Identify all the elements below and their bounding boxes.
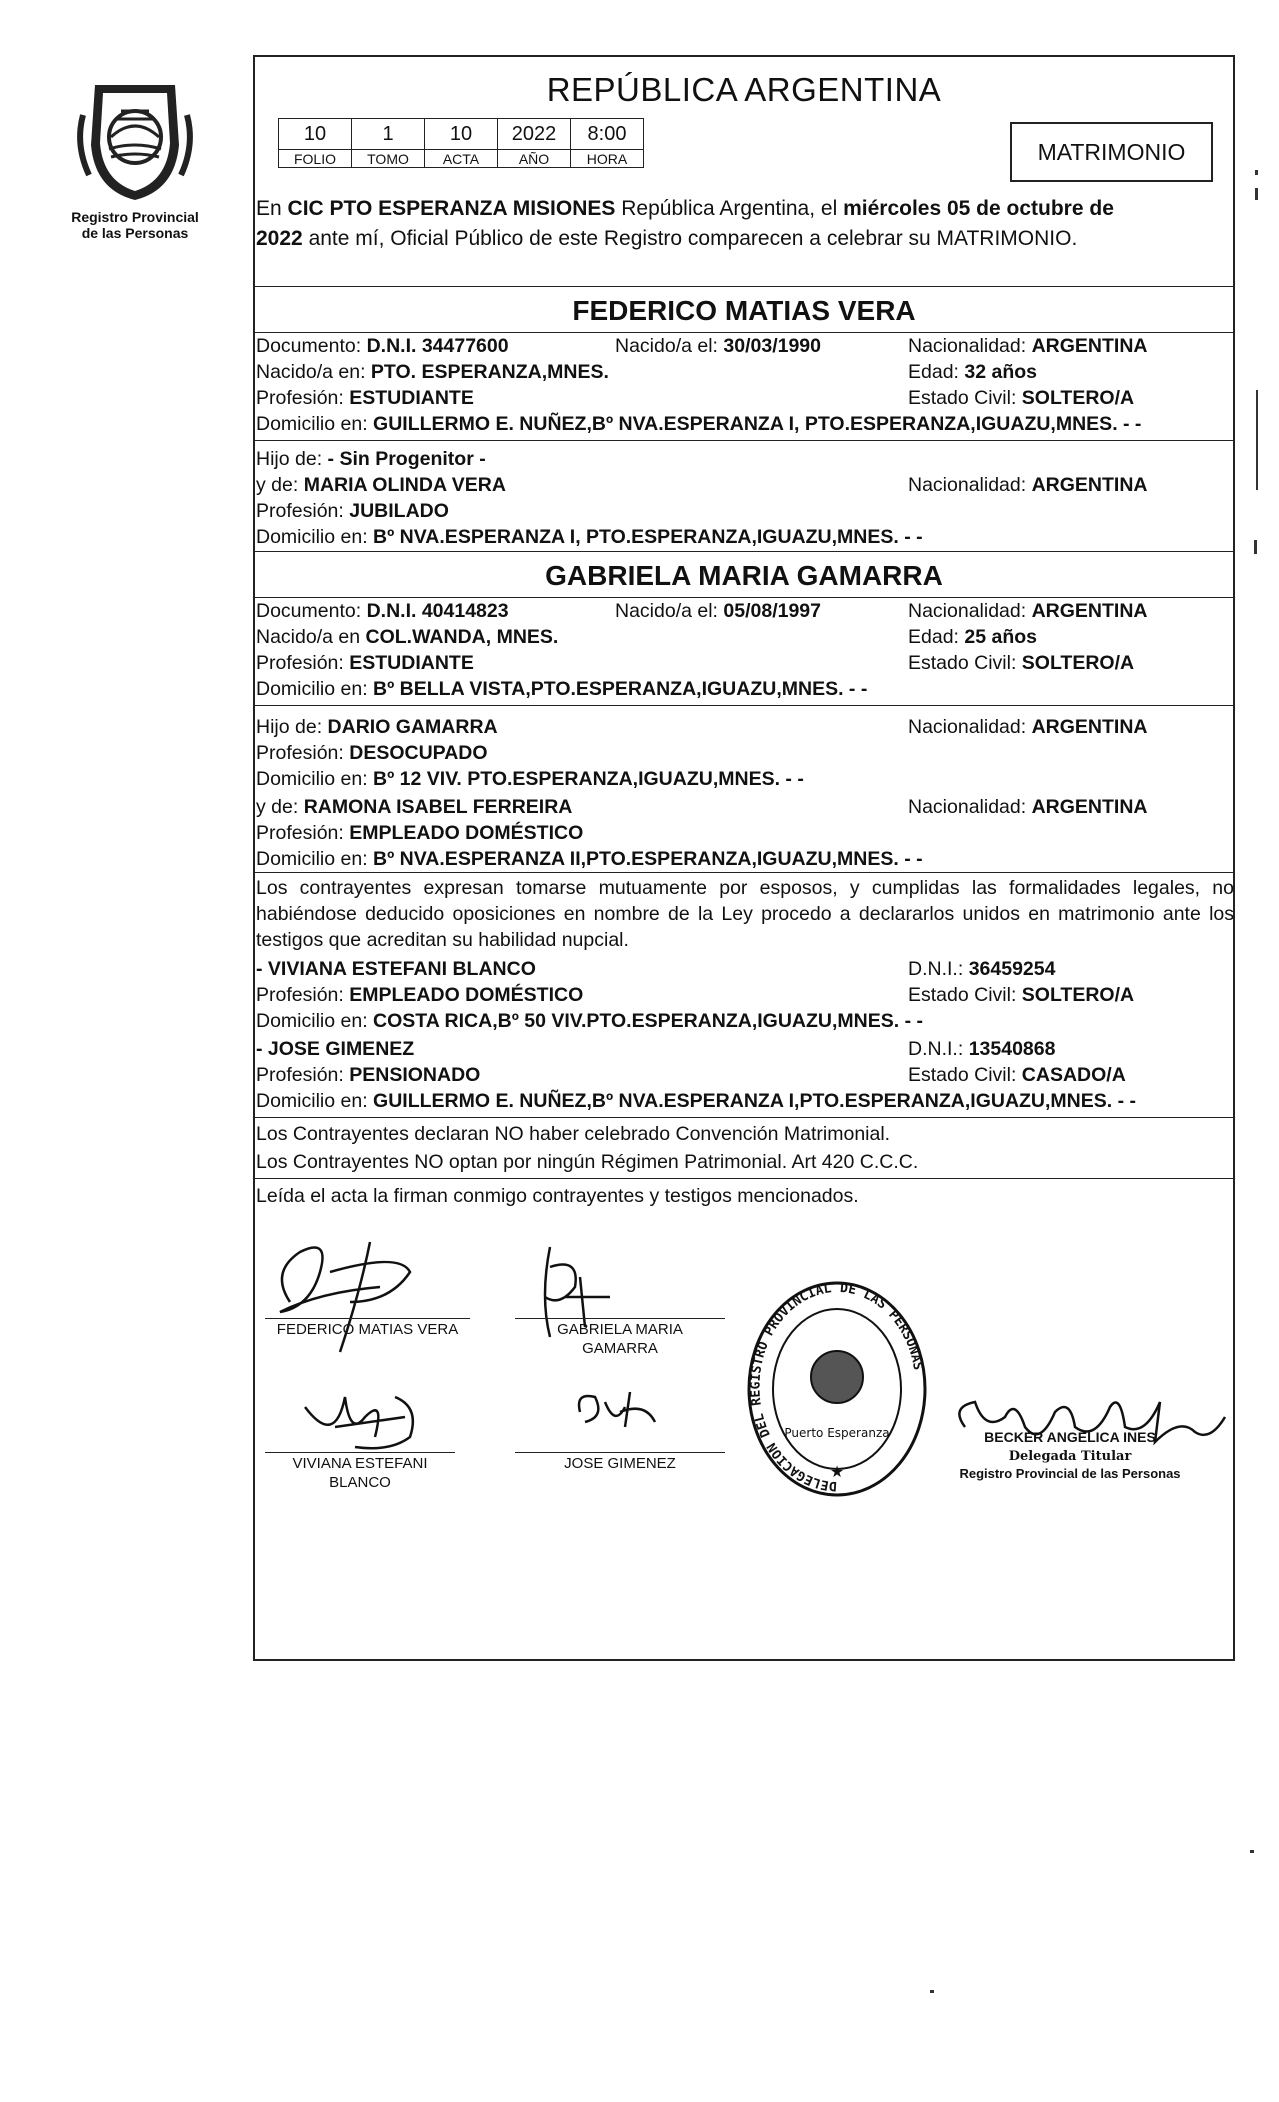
witness2-address: Domicilio en: GUILLERMO E. NUÑEZ,Bº NVA.ESPERANZA I,PTO.ESPERANZA,IGUAZU,MNES. - - [256,1090,1137,1112]
witness1-signature-line [265,1452,455,1453]
groom-document: Documento: D.N.I. 34477600 [256,335,509,357]
official-stamp-icon [745,1277,930,1502]
groom-nationality: Nacionalidad: ARGENTINA [908,335,1148,357]
bride-caption-line1: GABRIELA MARIA [557,1321,683,1338]
bride-mother-address: Domicilio en: Bº NVA.ESPERANZA II,PTO.ESPERANZA,IGUAZU,MNES. - - [256,848,923,870]
reading-note: Leída el acta la firman conmigo contrayentes y testigos mencionados. [256,1185,859,1207]
regime-note: Los Contrayentes NO optan por ningún Régimen Patrimonial. Art 420 C.C.C. [256,1151,919,1173]
groom-profession: Profesión: ESTUDIANTE [256,387,474,409]
witness1-civil-status: Estado Civil: SOLTERO/A [908,984,1135,1006]
divider [255,332,1233,333]
groom-signature-line [265,1318,470,1319]
bride-signature-line [515,1318,725,1319]
logo-caption [70,209,200,241]
bride-father: Hijo de: DARIO GAMARRA [256,716,498,738]
bride-father-address: Domicilio en: Bº 12 VIV. PTO.ESPERANZA,IGUAZU,MNES. - - [256,768,804,790]
intro-year: 2022 [256,227,303,250]
witness1-signature-icon [295,1377,425,1457]
divider [255,440,1233,441]
witness2-civil-status: Estado Civil: CASADO/A [908,1064,1126,1086]
divider [255,705,1233,706]
folio-label: FOLIO [279,150,352,168]
registry-number-table [278,118,644,168]
logo-caption-line2: de las Personas [81,225,189,241]
bride-profession: Profesión: ESTUDIANTE [256,652,474,674]
acta-label: ACTA [425,150,498,168]
divider [255,1117,1233,1118]
witness1-caption-line2: BLANCO [329,1474,391,1491]
divider [255,286,1233,287]
convention-note: Los Contrayentes declaran NO haber celebrado Convención Matrimonial. [256,1123,891,1145]
witness2-profession: Profesión: PENSIONADO [256,1064,481,1086]
folio-value: 10 [279,119,352,150]
scan-artifact [1255,188,1258,200]
bride-nationality: Nacionalidad: ARGENTINA [908,600,1148,622]
intro-date: miércoles 05 de octubre de [843,197,1114,220]
document-type: MATRIMONIO [1037,138,1186,165]
divider [255,872,1233,873]
bride-signature-caption [515,1320,725,1358]
groom-signature-icon [260,1232,430,1362]
groom-mother-nationality: Nacionalidad: ARGENTINA [908,474,1148,496]
witness2-signature-caption: JOSE GIMENEZ [564,1455,676,1472]
divider [255,1178,1233,1179]
scan-artifact [930,1990,934,1993]
groom-birthdate: Nacido/a el: 30/03/1990 [615,335,822,357]
witness1-signature-caption [265,1454,455,1492]
official-name: BECKER ANGELICA INES [984,1429,1156,1445]
groom-mother-profession: Profesión: JUBILADO [256,500,449,522]
divider [255,551,1233,552]
groom-birthplace: Nacido/a en: PTO. ESPERANZA,MNES. [256,361,609,383]
intro-prefix: En [256,197,282,220]
bride-caption-line2: GAMARRA [582,1340,658,1357]
intro-place: CIC PTO ESPERANZA MISIONES [287,197,616,220]
divider [255,597,1233,598]
witness2-signature-line [515,1452,725,1453]
stamp-star-icon: ★ [829,1464,845,1481]
hour-label: HORA [571,150,644,168]
bride-mother: y de: RAMONA ISABEL FERREIRA [256,796,573,818]
bride-birthdate: Nacido/a el: 05/08/1997 [615,600,822,622]
acta-value: 10 [425,119,498,150]
witness2-signature-icon [565,1382,665,1442]
groom-name-heading: FEDERICO MATIAS VERA [572,295,916,326]
bride-civil-status: Estado Civil: SOLTERO/A [908,652,1135,674]
registry-logo [70,75,200,241]
bride-mother-profession: Profesión: EMPLEADO DOMÉSTICO [256,822,584,844]
witness2-dni: D.N.I.: 13540868 [908,1038,1056,1060]
official-org: Registro Provincial de las Personas [959,1466,1181,1481]
country-title: REPÚBLICA ARGENTINA [546,71,942,108]
tomo-value: 1 [352,119,425,150]
declaration-paragraph: Los contrayentes expresan tomarse mutuamente por esposos, y cumplidas las formalidades legales, no habiéndose deducido oposiciones en nombre de la Ley procedo a declararlos unidos en matrimonio ante los testigos que acreditan su habilidad nupcial. [256,877,1234,951]
bride-birthplace: Nacido/a en COL.WANDA, MNES. [256,626,559,648]
tomo-label: TOMO [352,150,425,168]
scan-artifact [1250,1850,1254,1853]
witness1-profession: Profesión: EMPLEADO DOMÉSTICO [256,984,584,1006]
certificate-frame [253,55,1235,1661]
intro-mid: República Argentina, el [621,197,838,220]
year-label: AÑO [498,150,571,168]
bride-document: Documento: D.N.I. 40414823 [256,600,509,622]
witness1-name: - VIVIANA ESTEFANI BLANCO [256,958,536,980]
scan-artifact [1255,170,1258,175]
witness1-dni: D.N.I.: 36459254 [908,958,1056,980]
province-seal-icon [75,75,195,205]
groom-signature-caption: FEDERICO MATIAS VERA [276,1321,459,1338]
groom-address: Domicilio en: GUILLERMO E. NUÑEZ,Bº NVA.ESPERANZA I, PTO.ESPERANZA,IGUAZU,MNES. - - [256,413,1142,435]
groom-father: Hijo de: - Sin Progenitor - [256,448,486,470]
groom-age: Edad: 32 años [908,361,1038,383]
bride-name-heading: GABRIELA MARIA GAMARRA [545,560,943,591]
groom-mother-address: Domicilio en: Bº NVA.ESPERANZA I, PTO.ESPERANZA,IGUAZU,MNES. - - [256,526,923,548]
witness1-address: Domicilio en: COSTA RICA,Bº 50 VIV.PTO.ESPERANZA,IGUAZU,MNES. - - [256,1010,923,1032]
logo-caption-line1: Registro Provincial [71,209,199,225]
bride-age: Edad: 25 años [908,626,1038,648]
groom-mother: y de: MARIA OLINDA VERA [256,474,506,496]
scan-artifact [1254,540,1257,554]
stamp-outer-text: DELEGACION DEL REGISTRO PROVINCIAL DE LAS PERSONAS [748,1280,926,1494]
witness2-name: - JOSE GIMENEZ [256,1038,415,1060]
intro-paragraph [256,194,1236,254]
bride-father-nationality: Nacionalidad: ARGENTINA [908,716,1148,738]
official-title: Delegada Titular [1008,1449,1132,1464]
official-signature-icon [945,1387,1235,1457]
bride-father-profession: Profesión: DESOCUPADO [256,742,488,764]
document-type-box [1010,122,1213,182]
intro-suffix: ante mí, Oficial Público de este Registro comparecen a celebrar su MATRIMONIO. [308,227,1078,250]
bride-mother-nationality: Nacionalidad: ARGENTINA [908,796,1148,818]
year-value: 2022 [498,119,571,150]
groom-civil-status: Estado Civil: SOLTERO/A [908,387,1135,409]
witness1-caption-line1: VIVIANA ESTEFANI [292,1455,428,1472]
stamp-inner-text: Puerto Esperanza [784,1426,890,1440]
hour-value: 8:00 [571,119,644,150]
scan-artifact [1256,390,1258,490]
bride-address: Domicilio en: Bº BELLA VISTA,PTO.ESPERANZA,IGUAZU,MNES. - - [256,678,868,700]
